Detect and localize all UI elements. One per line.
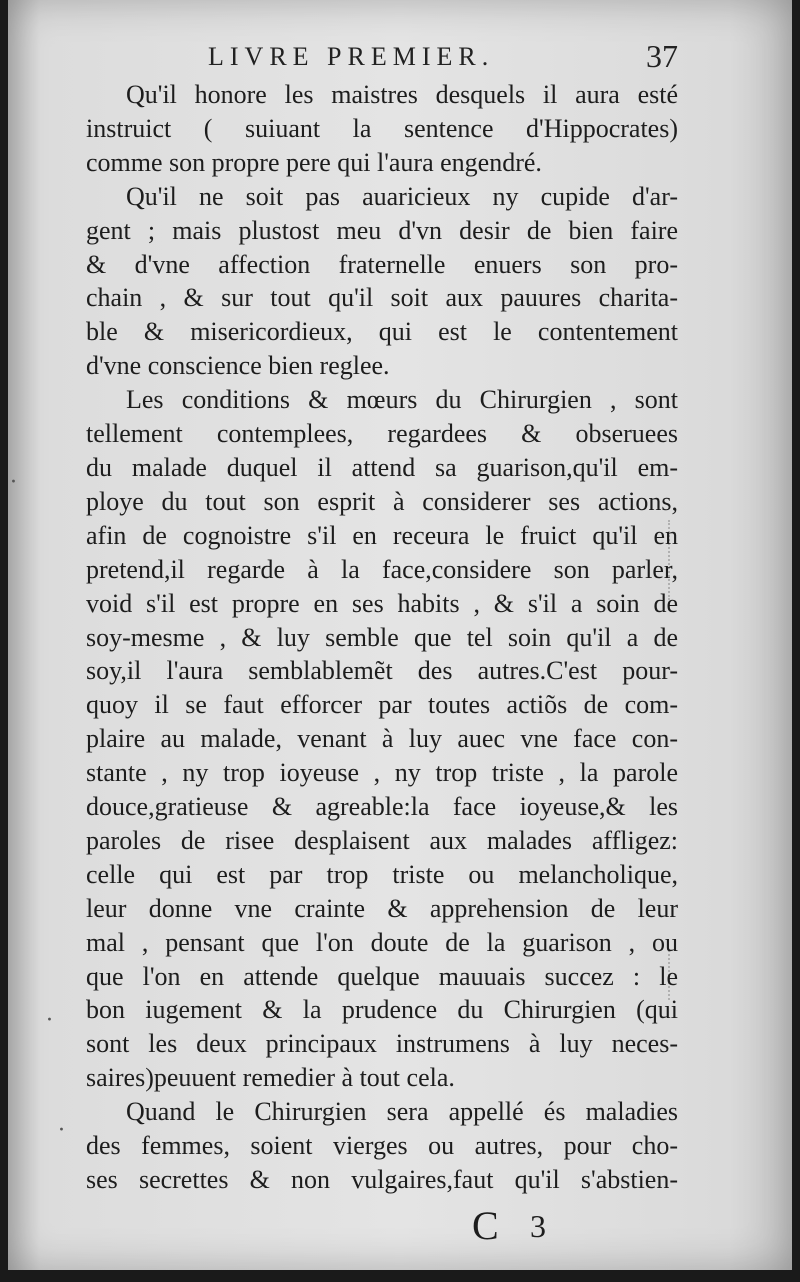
text-line: que l'on en attende quelque mauuais succez : le bbox=[86, 961, 678, 991]
text-line: & d'vne affection fraternelle enuers son pro- bbox=[86, 249, 678, 279]
text-line: leur donne vne crainte & apprehension de leur bbox=[86, 893, 678, 923]
page-header bbox=[208, 38, 678, 78]
text-line: ses secrettes & non vulgaires,faut qu'il s'abstien- bbox=[86, 1165, 678, 1194]
text-line: plaire au malade, venant à luy auec vne face con- bbox=[86, 724, 678, 754]
text-line: celle qui est par trop triste ou melancholique, bbox=[86, 859, 678, 889]
text-line: Qu'il honore les maistres desquels il aura esté bbox=[126, 80, 678, 109]
margin-mark: · bbox=[58, 1118, 65, 1143]
text-line: gent ; mais plustost meu d'vn desir de bien faire bbox=[86, 215, 678, 245]
text-line: afin de cognoistre s'il en receura le fruict qu'il en bbox=[86, 520, 678, 550]
text-line: instruict ( suiuant la sentence d'Hippocrates) bbox=[86, 113, 678, 143]
text-line: ble & misericordieux, qui est le contentement bbox=[86, 317, 678, 347]
signature-number: 3 bbox=[530, 1208, 546, 1244]
text-line: soy-mesme , & luy semble que tel soin qu'il a de bbox=[86, 622, 678, 652]
text-line: d'vne conscience bien reglee. bbox=[86, 351, 390, 381]
bleed-through-mark bbox=[668, 950, 780, 1000]
text-line: des femmes, soient vierges ou autres, pour cho- bbox=[86, 1131, 678, 1161]
text-line: soy,il l'aura semblablemẽt des autres.C'est pour- bbox=[86, 656, 678, 686]
signature-letter: C bbox=[472, 1203, 499, 1248]
margin-mark: · bbox=[10, 470, 17, 495]
margin-mark: · bbox=[46, 1008, 53, 1033]
body-text bbox=[86, 78, 678, 1197]
text-line: Quand le Chirurgien sera appellé és maladies bbox=[126, 1097, 678, 1127]
text-line: saires)peuuent remedier à tout cela. bbox=[86, 1063, 455, 1093]
text-line: Les conditions & mœurs du Chirurgien , sont bbox=[126, 385, 678, 415]
text-line: pretend,il regarde à la face,considere son parler, bbox=[86, 554, 678, 584]
text-line: bon iugement & la prudence du Chirurgien (qui bbox=[86, 995, 678, 1025]
text-line: tellement contemplees, regardees & obseruees bbox=[86, 419, 678, 449]
text-line: comme son propre pere qui l'aura engendré. bbox=[86, 147, 542, 177]
book-page bbox=[8, 0, 792, 1270]
text-line: sont les deux principaux instrumens à luy neces- bbox=[86, 1029, 678, 1059]
text-line: chain , & sur tout qu'il soit aux pauures charita- bbox=[86, 283, 678, 313]
text-line: ploye du tout son esprit à considerer ses actions, bbox=[86, 486, 678, 516]
text-line: quoy il se faut efforcer par toutes actiõs de com- bbox=[86, 690, 678, 720]
running-head: LIVRE PREMIER. bbox=[208, 42, 495, 71]
text-line: stante , ny trop ioyeuse , ny trop triste , la parole bbox=[86, 758, 678, 788]
text-line: Qu'il ne soit pas auaricieux ny cupide d'ar- bbox=[126, 181, 678, 211]
text-line: paroles de risee desplaisent aux malades affligez: bbox=[86, 825, 678, 855]
text-line: du malade duquel il attend sa guarison,qu'il em- bbox=[86, 452, 678, 482]
page-number: 37 bbox=[646, 38, 678, 74]
text-line: void s'il est propre en ses habits , & s'il a soin de bbox=[86, 588, 678, 618]
bleed-through-mark bbox=[668, 520, 780, 600]
text-line: mal , pensant que l'on doute de la guarison , ou bbox=[86, 927, 678, 957]
text-line: douce,gratieuse & agreable:la face ioyeuse,& les bbox=[86, 792, 678, 822]
